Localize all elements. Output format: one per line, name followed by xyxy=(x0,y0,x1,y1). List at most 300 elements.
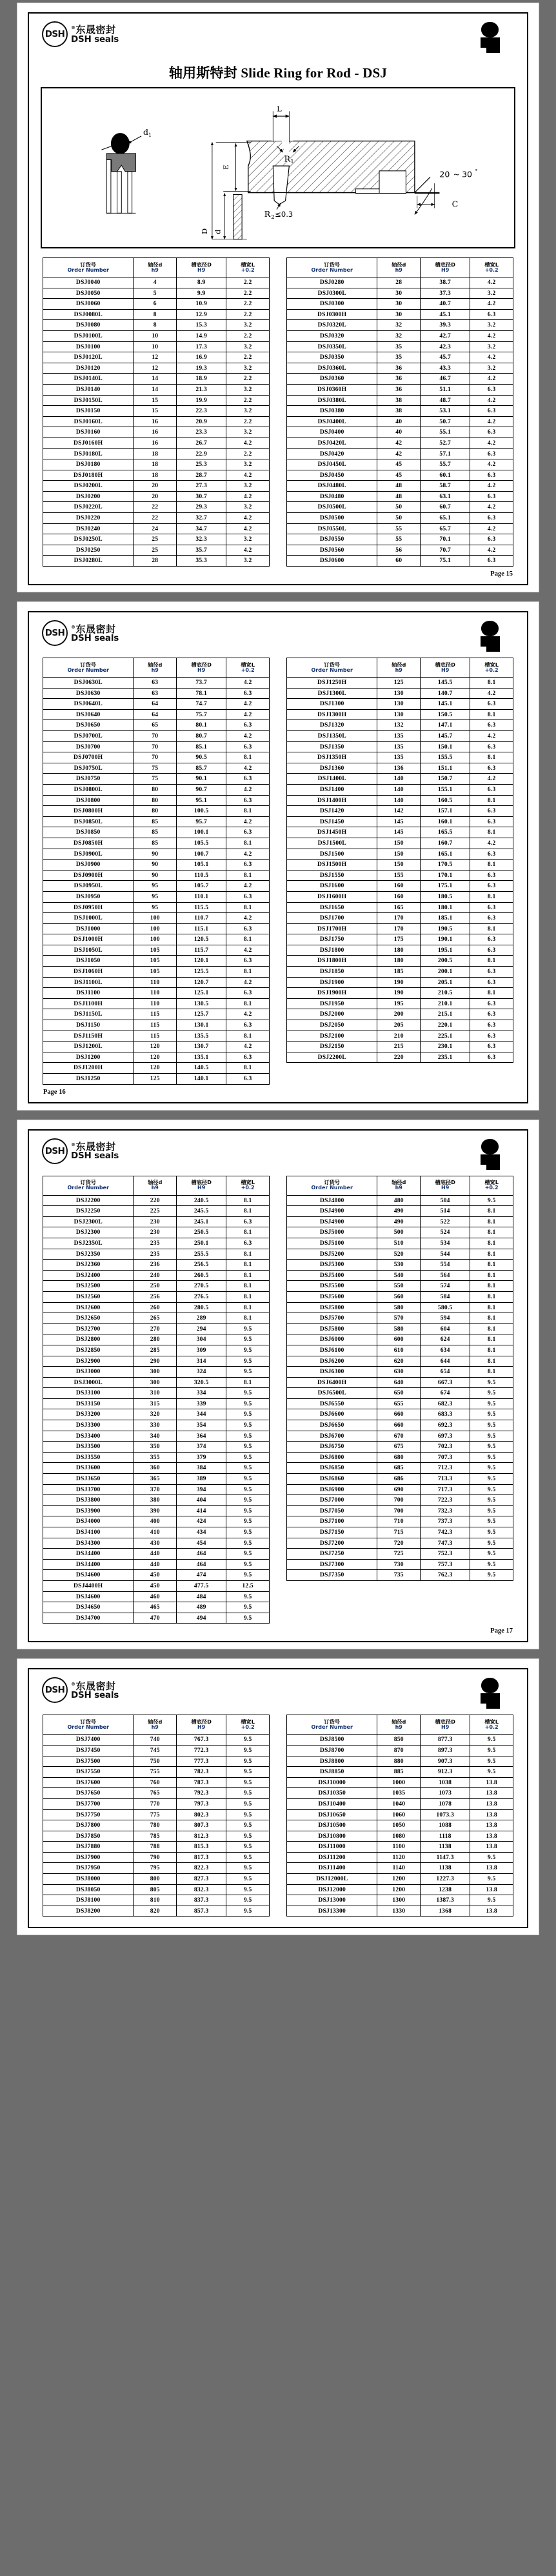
cell-shaft-diameter: 115 xyxy=(134,1020,177,1031)
cell-shaft-diameter: 1000 xyxy=(377,1777,421,1788)
cell-order-number: DSJ3400 xyxy=(43,1431,134,1442)
cell-groove-width: 4.2 xyxy=(470,459,513,470)
cell-groove-width: 4.2 xyxy=(226,709,270,720)
table-row xyxy=(287,1484,513,1495)
cell-order-number: DSJ0630L xyxy=(43,678,134,689)
col-header-en: +0.2 xyxy=(484,1724,499,1730)
table-row xyxy=(287,1270,513,1281)
cell-order-number: DSJ0140 xyxy=(43,384,134,395)
cell-groove-diameter: 48.7 xyxy=(421,395,470,406)
cell-order-number: DSJ10800 xyxy=(287,1831,377,1842)
table-row xyxy=(43,1442,270,1453)
table-row xyxy=(43,502,270,513)
cell-order-number: DSJ4400 xyxy=(43,1559,134,1570)
table-row xyxy=(43,299,270,310)
table-row xyxy=(43,1884,270,1895)
col-header-cn: 订货号 xyxy=(80,1718,96,1726)
cell-shaft-diameter: 32 xyxy=(377,320,421,331)
cell-shaft-diameter: 95 xyxy=(134,902,177,913)
cell-shaft-diameter: 440 xyxy=(134,1559,177,1570)
col-header-en: h9 xyxy=(395,667,402,673)
table-row xyxy=(43,491,270,502)
table-row xyxy=(43,1302,270,1313)
cell-shaft-diameter: 500 xyxy=(377,1227,421,1238)
cell-groove-width: 9.5 xyxy=(470,1559,513,1570)
cell-shaft-diameter: 16 xyxy=(134,416,177,427)
col-header-en: H9 xyxy=(441,1724,450,1730)
spec-tables xyxy=(37,658,519,1085)
cell-order-number: DSJ7400 xyxy=(43,1735,134,1746)
col-header-groove-diameter-D xyxy=(421,1715,470,1735)
cell-groove-width: 8.1 xyxy=(470,1345,513,1356)
cell-groove-diameter: 180.5 xyxy=(421,891,470,902)
cell-groove-diameter: 135.1 xyxy=(177,1052,226,1063)
table-row xyxy=(43,1863,270,1874)
cell-shaft-diameter: 36 xyxy=(377,384,421,395)
cell-groove-diameter: 255.5 xyxy=(177,1249,226,1260)
cell-order-number: DSJ6800 xyxy=(287,1452,377,1463)
cell-groove-width: 2.2 xyxy=(226,416,270,427)
cell-groove-width: 6.3 xyxy=(470,699,513,710)
cell-order-number: DSJ6850 xyxy=(287,1463,377,1474)
table-row xyxy=(287,299,513,310)
cell-groove-diameter: 60.7 xyxy=(421,502,470,513)
svg-text:≤0.3: ≤0.3 xyxy=(275,210,293,219)
cell-groove-diameter: 1088 xyxy=(421,1820,470,1831)
cell-shaft-diameter: 160 xyxy=(377,891,421,902)
table-row xyxy=(287,1323,513,1334)
cell-groove-width: 2.2 xyxy=(226,374,270,385)
cell-shaft-diameter: 735 xyxy=(377,1570,421,1581)
cell-groove-width: 4.2 xyxy=(226,523,270,534)
cell-groove-diameter: 8.9 xyxy=(177,277,226,288)
cell-order-number: DSJ1800 xyxy=(287,945,377,956)
cell-groove-width: 9.5 xyxy=(226,1345,270,1356)
cell-groove-diameter: 692.3 xyxy=(421,1420,470,1431)
cell-groove-diameter: 115.5 xyxy=(177,902,226,913)
cell-groove-diameter: 294 xyxy=(177,1323,226,1334)
cell-order-number: DSJ1420 xyxy=(287,806,377,817)
svg-text:20: 20 xyxy=(439,169,450,179)
table-row xyxy=(287,1052,513,1063)
cell-groove-width: 3.2 xyxy=(226,363,270,374)
table-row xyxy=(43,688,270,699)
cell-order-number: DSJ10500 xyxy=(287,1820,377,1831)
cell-order-number: DSJ0640L xyxy=(43,699,134,710)
cell-groove-width: 9.5 xyxy=(470,1420,513,1431)
table-row xyxy=(43,374,270,385)
cell-groove-width: 4.2 xyxy=(226,491,270,502)
table-row xyxy=(43,288,270,299)
cell-groove-width: 3.2 xyxy=(226,341,270,352)
table-row xyxy=(287,988,513,999)
cell-order-number: DSJ0120L xyxy=(43,352,134,363)
table-row xyxy=(287,795,513,806)
cell-order-number: DSJ1150 xyxy=(43,1020,134,1031)
cell-groove-width: 8.1 xyxy=(470,988,513,999)
cell-groove-diameter: 494 xyxy=(177,1613,226,1624)
cell-groove-width: 8.1 xyxy=(470,1227,513,1238)
cell-shaft-diameter: 50 xyxy=(377,513,421,524)
table-row xyxy=(287,860,513,870)
cell-order-number: DSJ3600 xyxy=(43,1463,134,1474)
cell-groove-width: 9.5 xyxy=(470,1495,513,1506)
cell-groove-width: 9.5 xyxy=(470,1377,513,1388)
table-row xyxy=(43,1063,270,1074)
cell-groove-width: 6.3 xyxy=(226,720,270,731)
cell-groove-diameter: 1387.3 xyxy=(421,1895,470,1906)
cell-groove-diameter: 522 xyxy=(421,1216,470,1227)
cell-shaft-diameter: 236 xyxy=(134,1260,177,1271)
table-row xyxy=(43,309,270,320)
col-header-order-number xyxy=(287,658,377,678)
cell-shaft-diameter: 32 xyxy=(377,330,421,341)
table-row xyxy=(287,1820,513,1831)
cell-order-number: DSJ0480 xyxy=(287,491,377,502)
cell-shaft-diameter: 63 xyxy=(134,678,177,689)
cell-order-number: DSJ0420 xyxy=(287,448,377,459)
cell-groove-diameter: 42.7 xyxy=(421,330,470,341)
cell-groove-diameter: 767.3 xyxy=(177,1735,226,1746)
col-header-shaft-diameter-d xyxy=(377,258,421,277)
cell-groove-diameter: 57.1 xyxy=(421,448,470,459)
table-row xyxy=(287,849,513,860)
table-row xyxy=(43,277,270,288)
cell-groove-diameter: 85.1 xyxy=(177,741,226,752)
cell-shaft-diameter: 560 xyxy=(377,1291,421,1302)
cell-groove-diameter: 125.5 xyxy=(177,967,226,978)
cell-shaft-diameter: 70 xyxy=(134,752,177,763)
cell-groove-diameter: 713.3 xyxy=(421,1474,470,1485)
cell-order-number: DSJ8050 xyxy=(43,1884,134,1895)
cell-order-number: DSJ2300 xyxy=(43,1227,134,1238)
col-header-order-number xyxy=(43,658,134,678)
cell-groove-width: 9.5 xyxy=(226,1474,270,1485)
cell-shaft-diameter: 125 xyxy=(134,1074,177,1085)
cell-groove-diameter: 1078 xyxy=(421,1798,470,1809)
cell-order-number: DSJ4800 xyxy=(287,1195,377,1206)
cell-groove-diameter: 832.3 xyxy=(177,1884,226,1895)
svg-text:30: 30 xyxy=(462,169,473,179)
spec-tables xyxy=(37,1176,519,1624)
catalog-page xyxy=(17,1120,539,1650)
table-row xyxy=(287,502,513,513)
cell-order-number: DSJ5000 xyxy=(287,1227,377,1238)
col-header-groove-diameter-D xyxy=(177,1715,226,1735)
cell-groove-width: 9.5 xyxy=(226,1809,270,1820)
col-header-cn: 槽宽L xyxy=(484,1718,499,1726)
brand-name-cn: ®东晟密封 xyxy=(71,1680,116,1692)
cell-groove-diameter: 90.1 xyxy=(177,774,226,785)
col-header-shaft-diameter-d xyxy=(134,258,177,277)
cell-shaft-diameter: 765 xyxy=(134,1788,177,1799)
cell-groove-width: 9.5 xyxy=(226,1442,270,1453)
table-row xyxy=(287,870,513,881)
col-header-groove-width-L xyxy=(226,1176,270,1195)
cell-groove-diameter: 130.1 xyxy=(177,1020,226,1031)
cell-order-number: DSJ0220L xyxy=(43,502,134,513)
cell-groove-width: 4.2 xyxy=(470,502,513,513)
cell-groove-diameter: 584 xyxy=(421,1291,470,1302)
cell-shaft-diameter: 330 xyxy=(134,1420,177,1431)
cell-groove-width: 9.5 xyxy=(226,1863,270,1874)
cell-shaft-diameter: 80 xyxy=(134,806,177,817)
cell-groove-width: 8.1 xyxy=(226,1195,270,1206)
cell-order-number: DSJ1950 xyxy=(287,998,377,1009)
table-row xyxy=(287,1745,513,1756)
cell-shaft-diameter: 490 xyxy=(377,1206,421,1217)
cell-groove-diameter: 737.3 xyxy=(421,1516,470,1527)
table-row xyxy=(287,838,513,849)
cell-shaft-diameter: 520 xyxy=(377,1249,421,1260)
col-header-cn: 槽底径D xyxy=(191,661,212,668)
cell-order-number: DSJ0750L xyxy=(43,763,134,774)
cell-groove-width: 13.8 xyxy=(470,1906,513,1917)
cell-groove-diameter: 110.7 xyxy=(177,913,226,924)
brand-logo xyxy=(42,21,119,47)
cell-order-number: DSJ11200 xyxy=(287,1852,377,1863)
cell-order-number: DSJ6400H xyxy=(287,1377,377,1388)
col-header-cn: 轴径d xyxy=(148,661,163,668)
cell-shaft-diameter: 880 xyxy=(377,1756,421,1767)
cell-groove-width: 2.2 xyxy=(226,448,270,459)
table-row xyxy=(287,1420,513,1431)
cell-groove-diameter: 100.5 xyxy=(177,806,226,817)
table-row xyxy=(43,827,270,838)
cell-groove-width: 8.1 xyxy=(470,709,513,720)
col-header-en: H9 xyxy=(197,1724,206,1730)
cell-shaft-diameter: 1330 xyxy=(377,1906,421,1917)
cell-shaft-diameter: 115 xyxy=(134,1031,177,1041)
cell-shaft-diameter: 580 xyxy=(377,1323,421,1334)
table-row xyxy=(287,827,513,838)
cell-shaft-diameter: 1035 xyxy=(377,1788,421,1799)
table-row xyxy=(287,352,513,363)
cell-shaft-diameter: 1140 xyxy=(377,1863,421,1874)
cell-shaft-diameter: 300 xyxy=(134,1377,177,1388)
cell-shaft-diameter: 90 xyxy=(134,849,177,860)
cell-groove-width: 4.2 xyxy=(226,731,270,742)
cell-groove-diameter: 45.7 xyxy=(421,352,470,363)
cell-groove-diameter: 580.5 xyxy=(421,1302,470,1313)
cell-groove-width: 6.3 xyxy=(470,977,513,988)
cell-groove-diameter: 22.3 xyxy=(177,406,226,417)
cell-groove-width: 9.5 xyxy=(470,1549,513,1560)
col-header-cn: 槽底径D xyxy=(435,261,455,268)
cell-shaft-diameter: 180 xyxy=(377,956,421,967)
col-header-groove-width-L xyxy=(470,658,513,678)
cell-groove-width: 8.1 xyxy=(226,1302,270,1313)
table-row xyxy=(43,1580,270,1591)
col-header-en: +0.2 xyxy=(484,1185,499,1191)
cell-groove-diameter: 9.9 xyxy=(177,288,226,299)
cell-groove-diameter: 697.3 xyxy=(421,1431,470,1442)
cell-shaft-diameter: 870 xyxy=(377,1745,421,1756)
cell-order-number: DSJ3150 xyxy=(43,1398,134,1409)
technical-drawing xyxy=(41,87,515,248)
table-row xyxy=(43,1474,270,1485)
table-row xyxy=(43,763,270,774)
cell-shaft-diameter: 725 xyxy=(377,1549,421,1560)
cell-groove-width: 9.5 xyxy=(226,1559,270,1570)
cell-groove-width: 9.5 xyxy=(470,1745,513,1756)
cell-order-number: DSJ1350 xyxy=(287,741,377,752)
cell-order-number: DSJ1000L xyxy=(43,913,134,924)
table-row xyxy=(43,977,270,988)
registered-mark: ® xyxy=(71,624,76,630)
cell-groove-width: 6.3 xyxy=(226,1074,270,1085)
cell-shaft-diameter: 800 xyxy=(134,1874,177,1885)
cell-order-number: DSJ0380 xyxy=(287,406,377,417)
cell-shaft-diameter: 260 xyxy=(134,1302,177,1313)
cell-order-number: DSJ11400 xyxy=(287,1863,377,1874)
cell-order-number: DSJ6750 xyxy=(287,1442,377,1453)
table-row xyxy=(287,806,513,817)
cell-groove-diameter: 815.3 xyxy=(177,1842,226,1853)
cell-groove-width: 4.2 xyxy=(470,545,513,556)
svg-text:~: ~ xyxy=(453,169,461,179)
cell-groove-width: 9.5 xyxy=(226,1820,270,1831)
cell-groove-width: 9.5 xyxy=(226,1777,270,1788)
svg-text:D: D xyxy=(200,228,210,235)
col-header-order-number xyxy=(287,1176,377,1195)
cell-groove-diameter: 180.1 xyxy=(421,902,470,913)
cell-order-number: DSJ2700 xyxy=(43,1323,134,1334)
cell-order-number: DSJ1400 xyxy=(287,784,377,795)
table-row xyxy=(287,309,513,320)
cell-groove-diameter: 404 xyxy=(177,1495,226,1506)
cell-groove-width: 9.5 xyxy=(226,1549,270,1560)
table-row xyxy=(43,720,270,731)
table-row xyxy=(43,1431,270,1442)
cell-shaft-diameter: 390 xyxy=(134,1505,177,1516)
col-header-groove-width-L xyxy=(226,258,270,277)
cell-groove-width: 8.1 xyxy=(470,1367,513,1378)
cell-order-number: DSJ0400L xyxy=(287,416,377,427)
table-row xyxy=(287,1495,513,1506)
cell-order-number: DSJ1250H xyxy=(287,678,377,689)
table-row xyxy=(43,699,270,710)
cell-groove-diameter: 374 xyxy=(177,1442,226,1453)
cell-groove-width: 4.2 xyxy=(226,763,270,774)
cell-groove-width: 8.1 xyxy=(470,1302,513,1313)
table-row xyxy=(287,1249,513,1260)
cell-shaft-diameter: 470 xyxy=(134,1613,177,1624)
cell-groove-width: 6.3 xyxy=(470,816,513,827)
cell-order-number: DSJ1800H xyxy=(287,956,377,967)
cell-shaft-diameter: 75 xyxy=(134,763,177,774)
cell-order-number: DSJ1320 xyxy=(287,720,377,731)
cell-groove-diameter: 762.3 xyxy=(421,1570,470,1581)
cell-groove-width: 9.5 xyxy=(470,1852,513,1863)
cell-shaft-diameter: 1060 xyxy=(377,1809,421,1820)
cell-order-number: DSJ8200 xyxy=(43,1906,134,1917)
cell-order-number: DSJ4600 xyxy=(43,1570,134,1581)
cell-shaft-diameter: 75 xyxy=(134,774,177,785)
cell-shaft-diameter: 135 xyxy=(377,731,421,742)
cell-groove-diameter: 235.1 xyxy=(421,1052,470,1063)
cell-groove-diameter: 120.7 xyxy=(177,977,226,988)
col-header-en: +0.2 xyxy=(241,1185,255,1191)
cell-groove-diameter: 747.3 xyxy=(421,1538,470,1549)
cell-groove-diameter: 175.1 xyxy=(421,881,470,892)
cell-groove-diameter: 200.5 xyxy=(421,956,470,967)
page-header xyxy=(37,1676,519,1715)
col-header-en: H9 xyxy=(197,267,206,273)
cell-groove-width: 9.5 xyxy=(226,1570,270,1581)
cell-shaft-diameter: 700 xyxy=(377,1505,421,1516)
cell-groove-width: 4.2 xyxy=(226,699,270,710)
table-row xyxy=(43,459,270,470)
cell-shaft-diameter: 80 xyxy=(134,795,177,806)
table-header-row xyxy=(287,1715,513,1735)
cell-shaft-diameter: 105 xyxy=(134,945,177,956)
cell-shaft-diameter: 42 xyxy=(377,438,421,448)
table-row xyxy=(287,1474,513,1485)
cell-order-number: DSJ0320 xyxy=(287,330,377,341)
table-row xyxy=(43,1323,270,1334)
cell-groove-diameter: 474 xyxy=(177,1570,226,1581)
table-row xyxy=(287,967,513,978)
table-row xyxy=(43,881,270,892)
cell-groove-width: 9.5 xyxy=(470,1505,513,1516)
cell-order-number: DSJ0300L xyxy=(287,288,377,299)
seal-oring-shape xyxy=(481,1678,499,1693)
table-row xyxy=(43,1345,270,1356)
cell-shaft-diameter: 36 xyxy=(377,374,421,385)
table-row xyxy=(43,956,270,967)
cell-groove-width: 8.1 xyxy=(226,934,270,945)
cell-groove-width: 6.3 xyxy=(226,774,270,785)
cell-order-number: DSJ0900H xyxy=(43,870,134,881)
col-header-groove-width-L xyxy=(226,658,270,678)
table-row xyxy=(287,459,513,470)
svg-text:R: R xyxy=(284,154,291,164)
cell-shaft-diameter: 70 xyxy=(134,731,177,742)
table-header-row xyxy=(43,1176,270,1195)
cell-shaft-diameter: 100 xyxy=(134,923,177,934)
cell-order-number: DSJ10400 xyxy=(287,1798,377,1809)
cell-groove-width: 13.8 xyxy=(470,1809,513,1820)
cell-groove-width: 3.2 xyxy=(470,288,513,299)
cell-groove-diameter: 484 xyxy=(177,1591,226,1602)
col-header-cn: 订货号 xyxy=(324,1718,340,1726)
cell-groove-width: 6.3 xyxy=(470,491,513,502)
cell-groove-width: 13.8 xyxy=(470,1831,513,1842)
cell-groove-diameter: 276.5 xyxy=(177,1291,226,1302)
table-row xyxy=(287,1409,513,1420)
right-table-wrap xyxy=(286,1715,513,1917)
cell-order-number: DSJ0180 xyxy=(43,459,134,470)
cell-groove-width: 3.2 xyxy=(470,363,513,374)
cell-groove-width: 3.2 xyxy=(470,341,513,352)
table-row xyxy=(43,1356,270,1367)
table-row xyxy=(43,1735,270,1746)
table-row xyxy=(287,1788,513,1799)
cell-shaft-diameter: 85 xyxy=(134,816,177,827)
cell-groove-diameter: 707.3 xyxy=(421,1452,470,1463)
table-row xyxy=(287,330,513,341)
cell-shaft-diameter: 28 xyxy=(134,556,177,567)
cell-groove-diameter: 654 xyxy=(421,1367,470,1378)
cell-shaft-diameter: 18 xyxy=(134,470,177,481)
cell-shaft-diameter: 265 xyxy=(134,1313,177,1324)
cell-shaft-diameter: 720 xyxy=(377,1538,421,1549)
cell-order-number: DSJ6500L xyxy=(287,1388,377,1399)
cell-groove-width: 9.5 xyxy=(470,1398,513,1409)
cell-groove-width: 9.5 xyxy=(226,1831,270,1842)
cell-groove-width: 6.3 xyxy=(470,534,513,545)
